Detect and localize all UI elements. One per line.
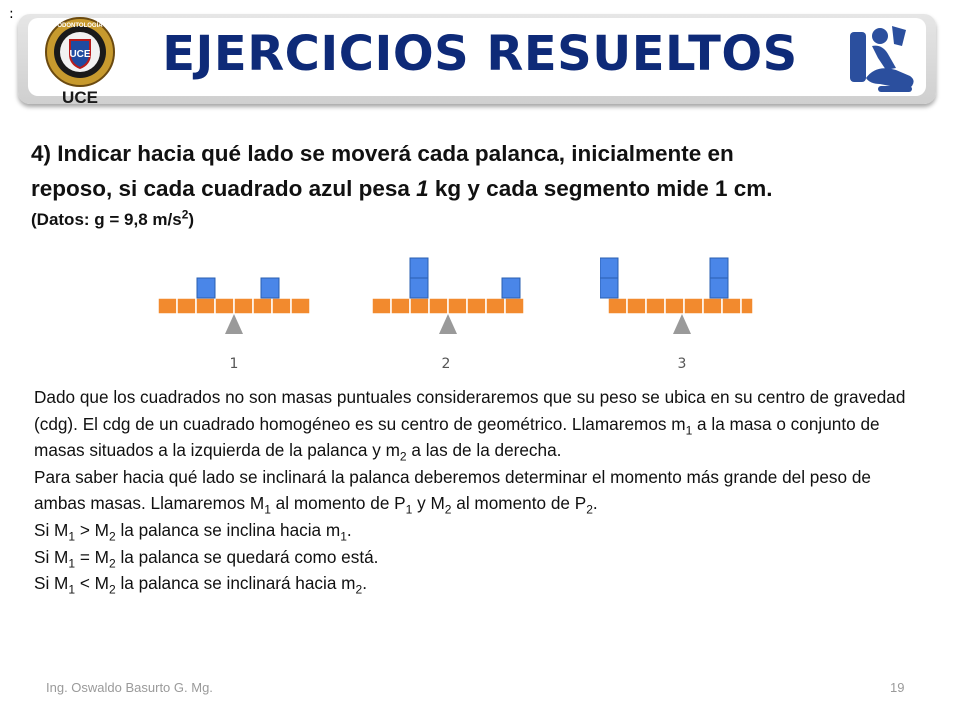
logo-top-text: ODONTOLOGÍA bbox=[57, 23, 103, 29]
lever-3-fulcrum bbox=[673, 314, 691, 334]
paragraph-2: Para saber hacia qué lado se inclinará la palanca deberemos determinar el momento más grande del peso de ambas masas. Llamaremos $M_1$ al momento de $P_1$ y $M_2$ al momento de $P_2$. bbox=[34, 466, 871, 517]
rule-equal: Si $M_1 = M_2$ la palanca se quedará como está. bbox=[34, 546, 379, 570]
question-line-1: 4) Indicar hacia qué lado se moverá cada palanca, inicialmente en bbox=[31, 141, 734, 166]
lever-2 bbox=[372, 258, 524, 372]
footer-page-number: 19 bbox=[890, 680, 905, 695]
lever-3-block-left-top bbox=[600, 258, 618, 278]
lever-3-block-right-top bbox=[710, 258, 728, 278]
lever-2-block-right bbox=[502, 278, 520, 298]
paragraph-1: Dado que los cuadrados no son masas puntuales consideraremos que su peso se ubica en su centro de gravedad (cdg). El cdg de un cuadrado homogéneo es su centro de geométrico. Llamaremos $m_1$ a la masa o conjunto de masas situados a la izquierda de la palanca y $m_2$ a las de la derecha. bbox=[34, 387, 906, 464]
lever-2-label: 2 bbox=[441, 356, 451, 372]
lever-3-block-left-bottom bbox=[600, 278, 618, 298]
lever-2-block-left-bottom bbox=[410, 278, 428, 298]
lever-2-block-left-top bbox=[410, 258, 428, 278]
lever-3-block-right-bottom bbox=[710, 278, 728, 298]
lever-3-label: 3 bbox=[677, 356, 687, 372]
lever-1-label: 1 bbox=[229, 356, 239, 372]
lever-1-fulcrum bbox=[225, 314, 243, 334]
logo-bottom-text: UCE bbox=[62, 88, 98, 106]
rule-greater: Si $M_1 > M_2$ la palanca se inclina hacia $m_1$. bbox=[34, 519, 352, 544]
explanation-text bbox=[34, 384, 914, 597]
corner-mark: : bbox=[9, 6, 14, 22]
logo-center-text: UCE bbox=[69, 49, 91, 60]
dental-chair-icon bbox=[848, 22, 920, 98]
lever-3-full bbox=[600, 250, 760, 380]
lever-1-block-left bbox=[197, 278, 215, 298]
lever-1-block-right bbox=[261, 278, 279, 298]
rule-less: Si $M_1 < M_2$ la palanca se inclinará hacia $m_2$. bbox=[34, 573, 367, 597]
footer-author: Ing. Oswaldo Basurto G. Mg. bbox=[46, 680, 213, 695]
datos-note: (Datos: g = 9,8 $m/s^2$) bbox=[31, 207, 194, 229]
question-line-2: reposo, si cada cuadrado azul pesa 1 kg y cada segmento mide 1 cm. bbox=[31, 176, 773, 201]
lever-2-fulcrum bbox=[439, 314, 457, 334]
slide-title: EJERCICIOS RESUELTOS bbox=[162, 26, 798, 82]
exercise-question bbox=[31, 136, 941, 206]
lever-1 bbox=[158, 278, 310, 372]
